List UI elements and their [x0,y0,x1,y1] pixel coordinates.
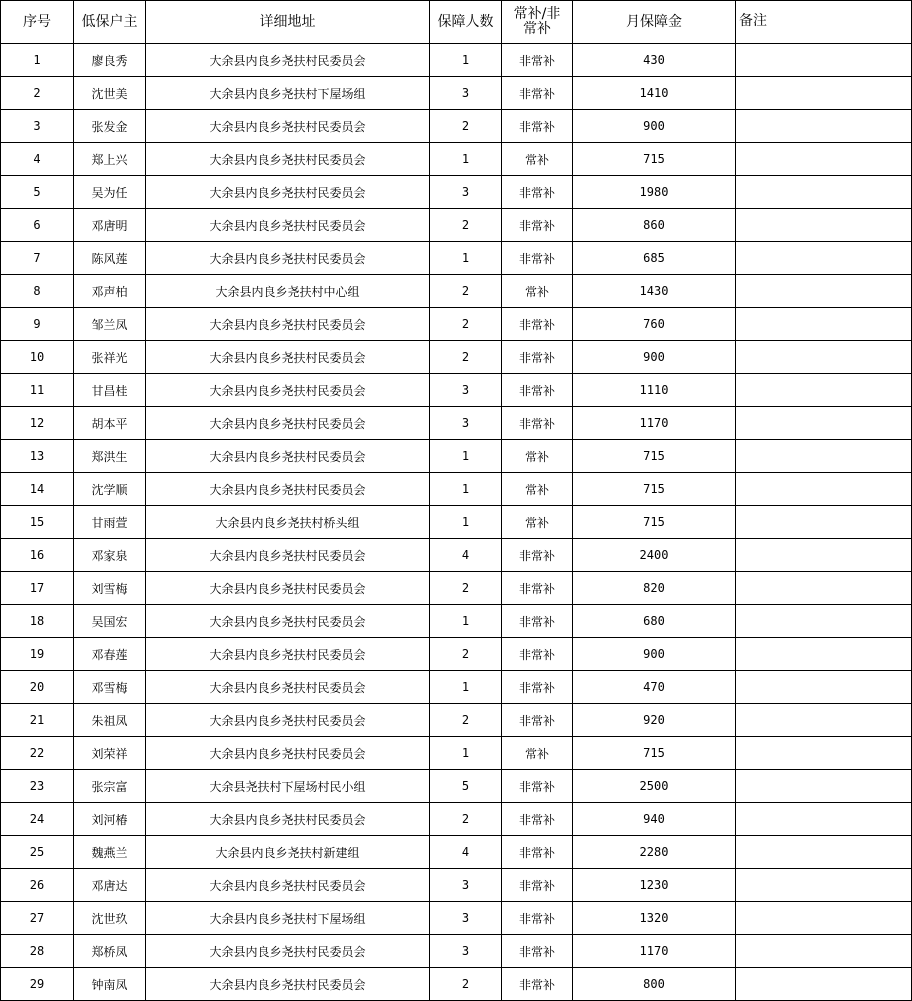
cell-address: 大余县内良乡尧扶村民委员会 [146,572,430,605]
cell-seq: 23 [1,770,74,803]
cell-subsidy-type: 非常补 [502,539,573,572]
cell-subsidy-type: 常补 [502,737,573,770]
table-row [1,869,912,902]
cell-seq: 17 [1,572,74,605]
cell-subsidy-type: 常补 [502,143,573,176]
cell-count: 2 [430,704,502,737]
cell-seq: 18 [1,605,74,638]
cell-note [736,539,912,572]
cell-count: 4 [430,539,502,572]
cell-note [736,275,912,308]
cell-address: 大余县内良乡尧扶村民委员会 [146,671,430,704]
cell-seq: 20 [1,671,74,704]
cell-monthly-amount: 2400 [573,539,736,572]
cell-subsidy-type: 非常补 [502,605,573,638]
cell-householder: 胡本平 [74,407,146,440]
table-row [1,737,912,770]
cell-note [736,440,912,473]
table-row [1,143,912,176]
cell-count: 3 [430,374,502,407]
cell-monthly-amount: 430 [573,44,736,77]
cell-monthly-amount: 1410 [573,77,736,110]
cell-subsidy-type: 非常补 [502,704,573,737]
table-row [1,473,912,506]
cell-count: 2 [430,275,502,308]
table-row [1,638,912,671]
cell-subsidy-type: 非常补 [502,242,573,275]
cell-address: 大余县内良乡尧扶村民委员会 [146,440,430,473]
cell-seq: 3 [1,110,74,143]
table-row [1,968,912,1001]
cell-note [736,473,912,506]
cell-count: 2 [430,308,502,341]
cell-householder: 邓春莲 [74,638,146,671]
cell-address: 大余县内良乡尧扶村新建组 [146,836,430,869]
table-row [1,935,912,968]
cell-monthly-amount: 470 [573,671,736,704]
table-row [1,770,912,803]
table-row [1,902,912,935]
cell-seq: 24 [1,803,74,836]
cell-address: 大余县尧扶村下屋场村民小组 [146,770,430,803]
cell-householder: 刘河椿 [74,803,146,836]
cell-note [736,836,912,869]
cell-seq: 8 [1,275,74,308]
table-row [1,110,912,143]
table-row [1,803,912,836]
cell-householder: 郑洪生 [74,440,146,473]
cell-householder: 邓雪梅 [74,671,146,704]
cell-monthly-amount: 900 [573,341,736,374]
cell-note [736,902,912,935]
table-row [1,671,912,704]
cell-monthly-amount: 715 [573,737,736,770]
cell-householder: 邓唐达 [74,869,146,902]
cell-monthly-amount: 715 [573,440,736,473]
cell-note [736,770,912,803]
cell-count: 1 [430,473,502,506]
cell-monthly-amount: 715 [573,473,736,506]
cell-householder: 刘荣祥 [74,737,146,770]
cell-count: 2 [430,341,502,374]
table-row [1,341,912,374]
cell-monthly-amount: 685 [573,242,736,275]
cell-monthly-amount: 1170 [573,935,736,968]
cell-seq: 11 [1,374,74,407]
cell-householder: 郑桥凤 [74,935,146,968]
table-row [1,308,912,341]
cell-subsidy-type: 非常补 [502,803,573,836]
cell-seq: 19 [1,638,74,671]
cell-monthly-amount: 920 [573,704,736,737]
table-row [1,539,912,572]
table-row [1,44,912,77]
cell-subsidy-type: 非常补 [502,77,573,110]
cell-count: 1 [430,440,502,473]
cell-address: 大余县内良乡尧扶村桥头组 [146,506,430,539]
cell-note [736,506,912,539]
cell-subsidy-type: 非常补 [502,968,573,1001]
cell-monthly-amount: 1170 [573,407,736,440]
cell-householder: 甘昌桂 [74,374,146,407]
header-seq: 序号 [1,1,74,44]
cell-seq: 16 [1,539,74,572]
cell-subsidy-type: 常补 [502,275,573,308]
cell-address: 大余县内良乡尧扶村民委员会 [146,341,430,374]
header-note: 备注 [736,1,912,44]
header-monthly-amount: 月保障金 [573,1,736,44]
cell-seq: 10 [1,341,74,374]
cell-count: 2 [430,209,502,242]
cell-monthly-amount: 1430 [573,275,736,308]
cell-subsidy-type: 非常补 [502,869,573,902]
cell-note [736,968,912,1001]
cell-address: 大余县内良乡尧扶村民委员会 [146,935,430,968]
cell-monthly-amount: 800 [573,968,736,1001]
cell-address: 大余县内良乡尧扶村民委员会 [146,638,430,671]
cell-address: 大余县内良乡尧扶村民委员会 [146,44,430,77]
cell-monthly-amount: 900 [573,110,736,143]
header-count: 保障人数 [430,1,502,44]
cell-seq: 14 [1,473,74,506]
header-address: 详细地址 [146,1,430,44]
table-row [1,704,912,737]
cell-seq: 6 [1,209,74,242]
cell-count: 1 [430,44,502,77]
cell-count: 4 [430,836,502,869]
cell-count: 2 [430,110,502,143]
cell-monthly-amount: 760 [573,308,736,341]
cell-address: 大余县内良乡尧扶村民委员会 [146,605,430,638]
cell-count: 1 [430,242,502,275]
cell-note [736,308,912,341]
cell-monthly-amount: 1110 [573,374,736,407]
cell-subsidy-type: 非常补 [502,836,573,869]
cell-householder: 廖良秀 [74,44,146,77]
cell-subsidy-type: 常补 [502,440,573,473]
cell-count: 2 [430,572,502,605]
table-row [1,836,912,869]
cell-address: 大余县内良乡尧扶村民委员会 [146,869,430,902]
cell-householder: 张宗富 [74,770,146,803]
cell-monthly-amount: 1230 [573,869,736,902]
cell-seq: 1 [1,44,74,77]
cell-subsidy-type: 非常补 [502,110,573,143]
cell-count: 1 [430,671,502,704]
cell-subsidy-type: 非常补 [502,374,573,407]
cell-seq: 26 [1,869,74,902]
cell-householder: 沈学顺 [74,473,146,506]
cell-householder: 钟南凤 [74,968,146,1001]
cell-subsidy-type: 非常补 [502,671,573,704]
cell-note [736,77,912,110]
cell-count: 2 [430,638,502,671]
cell-count: 3 [430,77,502,110]
cell-subsidy-type: 非常补 [502,308,573,341]
header-row [1,1,912,44]
cell-subsidy-type: 常补 [502,473,573,506]
cell-householder: 张发金 [74,110,146,143]
cell-note [736,935,912,968]
header-householder: 低保户主 [74,1,146,44]
cell-address: 大余县内良乡尧扶村民委员会 [146,209,430,242]
cell-address: 大余县内良乡尧扶村民委员会 [146,407,430,440]
cell-subsidy-type: 非常补 [502,407,573,440]
cell-seq: 28 [1,935,74,968]
table-row [1,374,912,407]
cell-address: 大余县内良乡尧扶村下屋场组 [146,77,430,110]
cell-count: 3 [430,176,502,209]
cell-seq: 12 [1,407,74,440]
cell-note [736,803,912,836]
cell-monthly-amount: 2280 [573,836,736,869]
cell-monthly-amount: 715 [573,143,736,176]
cell-seq: 4 [1,143,74,176]
cell-count: 2 [430,968,502,1001]
cell-address: 大余县内良乡尧扶村民委员会 [146,704,430,737]
table-row [1,440,912,473]
cell-count: 1 [430,143,502,176]
cell-monthly-amount: 900 [573,638,736,671]
cell-count: 3 [430,869,502,902]
table-body [1,44,912,1001]
cell-householder: 刘雪梅 [74,572,146,605]
cell-householder: 魏燕兰 [74,836,146,869]
cell-address: 大余县内良乡尧扶村民委员会 [146,143,430,176]
cell-monthly-amount: 1320 [573,902,736,935]
header-subsidy-type: 常补/非常补 [502,1,573,44]
cell-subsidy-type: 非常补 [502,902,573,935]
cell-address: 大余县内良乡尧扶村民委员会 [146,176,430,209]
cell-address: 大余县内良乡尧扶村民委员会 [146,374,430,407]
cell-address: 大余县内良乡尧扶村民委员会 [146,803,430,836]
cell-count: 3 [430,902,502,935]
table-row [1,242,912,275]
cell-address: 大余县内良乡尧扶村下屋场组 [146,902,430,935]
cell-address: 大余县内良乡尧扶村民委员会 [146,968,430,1001]
cell-monthly-amount: 680 [573,605,736,638]
table-row [1,506,912,539]
cell-householder: 邹兰凤 [74,308,146,341]
cell-count: 3 [430,407,502,440]
cell-monthly-amount: 1980 [573,176,736,209]
cell-subsidy-type: 非常补 [502,44,573,77]
cell-seq: 9 [1,308,74,341]
cell-subsidy-type: 非常补 [502,176,573,209]
table-row [1,605,912,638]
cell-note [736,572,912,605]
cell-householder: 甘雨萱 [74,506,146,539]
cell-monthly-amount: 715 [573,506,736,539]
cell-householder: 沈世美 [74,77,146,110]
cell-address: 大余县内良乡尧扶村中心组 [146,275,430,308]
cell-monthly-amount: 860 [573,209,736,242]
cell-count: 3 [430,935,502,968]
cell-seq: 13 [1,440,74,473]
cell-subsidy-type: 常补 [502,506,573,539]
table-row [1,77,912,110]
cell-householder: 邓声柏 [74,275,146,308]
cell-count: 1 [430,506,502,539]
cell-subsidy-type: 非常补 [502,935,573,968]
cell-address: 大余县内良乡尧扶村民委员会 [146,110,430,143]
cell-seq: 27 [1,902,74,935]
cell-address: 大余县内良乡尧扶村民委员会 [146,539,430,572]
cell-householder: 邓家泉 [74,539,146,572]
cell-note [736,869,912,902]
cell-subsidy-type: 非常补 [502,209,573,242]
table-row [1,275,912,308]
cell-note [736,110,912,143]
cell-address: 大余县内良乡尧扶村民委员会 [146,308,430,341]
cell-address: 大余县内良乡尧扶村民委员会 [146,737,430,770]
cell-note [736,242,912,275]
cell-count: 2 [430,803,502,836]
cell-address: 大余县内良乡尧扶村民委员会 [146,473,430,506]
cell-address: 大余县内良乡尧扶村民委员会 [146,242,430,275]
cell-note [736,407,912,440]
cell-subsidy-type: 非常补 [502,638,573,671]
table-row [1,407,912,440]
cell-householder: 陈风莲 [74,242,146,275]
cell-seq: 25 [1,836,74,869]
cell-note [736,341,912,374]
cell-seq: 15 [1,506,74,539]
cell-note [736,605,912,638]
cell-note [736,209,912,242]
cell-householder: 吴国宏 [74,605,146,638]
cell-note [736,737,912,770]
cell-monthly-amount: 2500 [573,770,736,803]
cell-householder: 郑上兴 [74,143,146,176]
cell-note [736,671,912,704]
cell-seq: 7 [1,242,74,275]
cell-seq: 21 [1,704,74,737]
cell-householder: 张祥光 [74,341,146,374]
cell-householder: 沈世玖 [74,902,146,935]
cell-subsidy-type: 非常补 [502,341,573,374]
cell-note [736,374,912,407]
cell-seq: 5 [1,176,74,209]
cell-seq: 29 [1,968,74,1001]
cell-count: 1 [430,737,502,770]
table-header [1,1,912,44]
cell-subsidy-type: 非常补 [502,770,573,803]
cell-householder: 朱祖凤 [74,704,146,737]
cell-householder: 邓唐明 [74,209,146,242]
cell-count: 1 [430,605,502,638]
cell-note [736,143,912,176]
cell-subsidy-type: 非常补 [502,572,573,605]
cell-note [736,44,912,77]
cell-seq: 22 [1,737,74,770]
cell-note [736,176,912,209]
cell-count: 5 [430,770,502,803]
cell-note [736,704,912,737]
cell-householder: 吴为任 [74,176,146,209]
cell-note [736,638,912,671]
cell-seq: 2 [1,77,74,110]
table-row [1,209,912,242]
cell-monthly-amount: 820 [573,572,736,605]
cell-monthly-amount: 940 [573,803,736,836]
table-row [1,176,912,209]
table-row [1,572,912,605]
